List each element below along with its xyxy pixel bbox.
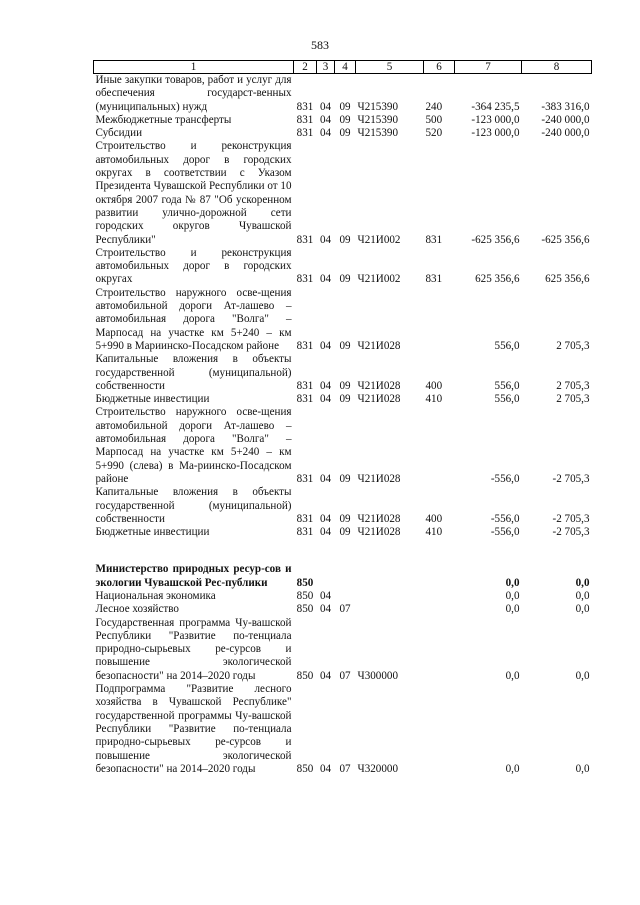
table-row <box>94 526 592 539</box>
row-value-8: 0,0 <box>575 669 590 682</box>
row-value-7: 0,0 <box>505 589 520 602</box>
row-value-8: 0,0 <box>575 576 590 589</box>
row-value-8: 0,0 <box>575 589 590 602</box>
row-value-3: 04 <box>319 233 332 246</box>
table-row <box>94 563 592 590</box>
row-value-8: -2 705,3 <box>552 512 590 525</box>
table-row <box>94 683 592 776</box>
row-label: Бюджетные инвестиции <box>95 393 210 406</box>
row-value-5: Ч21И028 <box>357 526 401 539</box>
row-label: Подпрограмма "Развитие лесного хозяйства в Чувашской Республике" государственной программы Чу-вашской Республики "Развитие по-тенциала природно-сырьевых ре-сурсов и повышение экологической безопасности" на 2014–2020 годы <box>95 683 292 775</box>
row-value-8: -2 705,3 <box>552 472 590 485</box>
row-value-2: 850 <box>296 762 314 775</box>
row-value-7: -556,0 <box>490 512 520 525</box>
row-label: Строительство и реконструкция автомобильных дорог в городских округах в соответствии с Указом Президента Чувашской Республики от 10 октября 2007 года № 87 "Об ускоренном развитии улично-дорожной сети городских округов Чувашской Республики" <box>95 140 292 246</box>
row-label: Капитальные вложения в объекты государственной (муниципальной) собственности <box>95 486 292 525</box>
row-label: Лесное хозяйство <box>95 603 179 616</box>
row-value-5: Ч300000 <box>357 669 398 682</box>
row-value-7: -556,0 <box>490 526 520 539</box>
row-value-3: 04 <box>319 589 332 602</box>
row-value-7: 0,0 <box>505 603 520 616</box>
table-row <box>94 287 592 353</box>
row-value-6: 410 <box>425 393 443 406</box>
row-label: Иные закупки товаров, работ и услуг для обеспечения государст-венных (муниципальных) нужд <box>95 74 292 113</box>
row-value-6: 240 <box>425 100 443 113</box>
row-value-3: 04 <box>319 762 332 775</box>
row-label: Национальная экономика <box>95 589 216 602</box>
row-value-4: 09 <box>339 472 351 485</box>
row-label: Межбюджетные трансферты <box>95 113 232 126</box>
row-value-5: Ч21И028 <box>357 379 401 392</box>
row-value-4 <box>335 590 356 603</box>
row-value-5: Ч21И028 <box>357 339 401 352</box>
row-value-4: 09 <box>339 379 351 392</box>
row-value-6 <box>424 683 455 776</box>
row-label: Капитальные вложения в объекты государственной (муниципальной) собственности <box>95 353 292 392</box>
row-label: Бюджетные инвестиции <box>95 526 210 539</box>
row-value-7: -625 356,6 <box>471 233 520 246</box>
table-row <box>94 247 592 287</box>
table-row <box>94 353 592 393</box>
row-label: Строительство наружного осве-щения автомобильной дороги Ат-лашево – автомобильная дорога "Волга" – Марпосад на участке км 5+240 – км 5+990 в Мариинско-Посадском районе <box>95 286 292 352</box>
row-value-6 <box>424 287 455 353</box>
row-label: Министерство природных ресур-сов и экологии Чувашской Рес-публики <box>95 563 292 589</box>
row-value-3: 04 <box>319 113 332 126</box>
row-value-4: 07 <box>339 669 351 682</box>
row-value-2: 850 <box>296 603 314 616</box>
row-value-6: 520 <box>425 127 443 140</box>
row-value-4: 07 <box>339 603 351 616</box>
row-value-3 <box>317 563 335 590</box>
row-value-6 <box>424 617 455 683</box>
row-value-7: -123 000,0 <box>471 113 520 126</box>
table-header-row <box>94 61 592 74</box>
row-value-5: Ч21И028 <box>357 393 401 406</box>
row-value-5: Ч215390 <box>357 127 398 140</box>
row-value-7: -556,0 <box>490 472 520 485</box>
row-value-8: 625 356,6 <box>545 273 590 286</box>
row-value-4: 07 <box>339 762 351 775</box>
row-value-6 <box>424 590 455 603</box>
row-value-5: Ч215390 <box>357 113 398 126</box>
column-header: 4 <box>335 61 356 74</box>
row-value-3: 04 <box>319 669 332 682</box>
row-value-6: 831 <box>425 233 443 246</box>
table-spacer-row <box>94 539 592 563</box>
row-value-3: 04 <box>319 100 332 113</box>
row-value-2: 850 <box>296 576 314 589</box>
row-value-6: 400 <box>425 512 443 525</box>
row-value-6: 500 <box>425 113 443 126</box>
row-value-2: 831 <box>296 273 314 286</box>
row-value-6 <box>424 406 455 486</box>
row-value-2: 850 <box>296 589 314 602</box>
row-value-3: 04 <box>319 393 332 406</box>
row-value-8: -240 000,0 <box>541 113 590 126</box>
row-value-5: Ч21И028 <box>357 472 401 485</box>
column-header: 8 <box>522 61 592 74</box>
row-value-4: 09 <box>339 512 351 525</box>
row-value-2: 850 <box>296 669 314 682</box>
row-value-2: 831 <box>296 379 314 392</box>
row-value-3: 04 <box>319 526 332 539</box>
table-row <box>94 74 592 114</box>
row-value-5 <box>356 563 424 590</box>
column-header: 3 <box>317 61 335 74</box>
row-value-6 <box>424 563 455 590</box>
row-value-3: 04 <box>319 127 332 140</box>
row-value-4: 09 <box>339 127 351 140</box>
row-value-7: 0,0 <box>505 669 520 682</box>
row-value-4: 09 <box>339 339 351 352</box>
row-value-4: 09 <box>339 113 351 126</box>
table-row <box>94 590 592 603</box>
column-header: 5 <box>356 61 424 74</box>
row-value-7: -123 000,0 <box>471 127 520 140</box>
table-body <box>94 74 592 777</box>
table-row <box>94 140 592 246</box>
row-value-6 <box>424 603 455 616</box>
table-row <box>94 617 592 683</box>
column-header: 1 <box>94 61 294 74</box>
budget-table <box>93 60 592 776</box>
row-value-5: Ч21И002 <box>357 273 401 286</box>
row-value-5: Ч21И028 <box>357 512 401 525</box>
column-header: 6 <box>424 61 455 74</box>
row-label: Строительство наружного осве-щения автомобильной дороги Ат-лашево – автомобильная дорога "Волга" – Марпосад на участке км 5+240 – км 5+990 (слева) в Ма-риинско-Посадском районе <box>95 406 292 485</box>
spacer-cell <box>94 539 592 563</box>
page-number: 583 <box>311 38 329 52</box>
row-value-2: 831 <box>296 233 314 246</box>
row-value-6: 400 <box>425 379 443 392</box>
row-value-3: 04 <box>319 339 332 352</box>
row-value-3: 04 <box>319 603 332 616</box>
row-value-8: -240 000,0 <box>541 127 590 140</box>
row-value-2: 831 <box>296 393 314 406</box>
row-value-4: 09 <box>339 100 351 113</box>
table-row <box>94 393 592 406</box>
row-value-8: 2 705,3 <box>556 339 590 352</box>
row-value-3: 04 <box>319 273 332 286</box>
row-value-3: 04 <box>319 512 332 525</box>
table-row <box>94 603 592 616</box>
row-label: Строительство и реконструкция автомобильных дорог в городских округах <box>95 246 292 286</box>
row-value-8: 2 705,3 <box>556 393 590 406</box>
row-value-4: 09 <box>339 526 351 539</box>
row-value-3: 04 <box>319 472 332 485</box>
row-value-8: -625 356,6 <box>541 233 590 246</box>
row-value-7: 0,0 <box>505 762 520 775</box>
row-value-7: 625 356,6 <box>475 273 520 286</box>
row-value-2: 831 <box>296 339 314 352</box>
table-row <box>94 114 592 127</box>
row-value-8: 0,0 <box>575 603 590 616</box>
row-value-4: 09 <box>339 273 351 286</box>
column-header: 7 <box>455 61 522 74</box>
row-value-2: 831 <box>296 100 314 113</box>
row-value-5: Ч215390 <box>357 100 398 113</box>
row-value-8: 0,0 <box>575 762 590 775</box>
row-value-4: 09 <box>339 393 351 406</box>
row-value-2: 831 <box>296 113 314 126</box>
row-value-2: 831 <box>296 472 314 485</box>
row-value-7: 556,0 <box>494 339 520 352</box>
row-value-5: Ч21И002 <box>357 233 401 246</box>
row-value-7: 0,0 <box>505 576 520 589</box>
row-label: Государственная программа Чу-вашской Республики "Развитие по-тенциала природно-сырьевых ре-сурсов и повышение экологической безопасности" на 2014–2020 годы <box>95 616 292 682</box>
row-value-8: -383 316,0 <box>541 100 590 113</box>
row-value-6: 410 <box>425 526 443 539</box>
row-value-7: 556,0 <box>494 393 520 406</box>
row-value-3: 04 <box>319 379 332 392</box>
table-row <box>94 406 592 486</box>
table-row <box>94 486 592 526</box>
column-header: 2 <box>294 61 317 74</box>
row-value-7: 556,0 <box>494 379 520 392</box>
row-value-8: 2 705,3 <box>556 379 590 392</box>
row-value-5 <box>356 590 424 603</box>
row-value-2: 831 <box>296 127 314 140</box>
row-value-6: 831 <box>425 273 443 286</box>
row-value-2: 831 <box>296 526 314 539</box>
row-value-7: -364 235,5 <box>471 100 520 113</box>
row-value-4 <box>335 563 356 590</box>
row-value-8: -2 705,3 <box>552 526 590 539</box>
row-label: Субсидии <box>95 127 143 140</box>
row-value-4: 09 <box>339 233 351 246</box>
row-value-2: 831 <box>296 512 314 525</box>
table-row <box>94 127 592 140</box>
row-value-5: Ч320000 <box>357 762 398 775</box>
row-value-5 <box>356 603 424 616</box>
